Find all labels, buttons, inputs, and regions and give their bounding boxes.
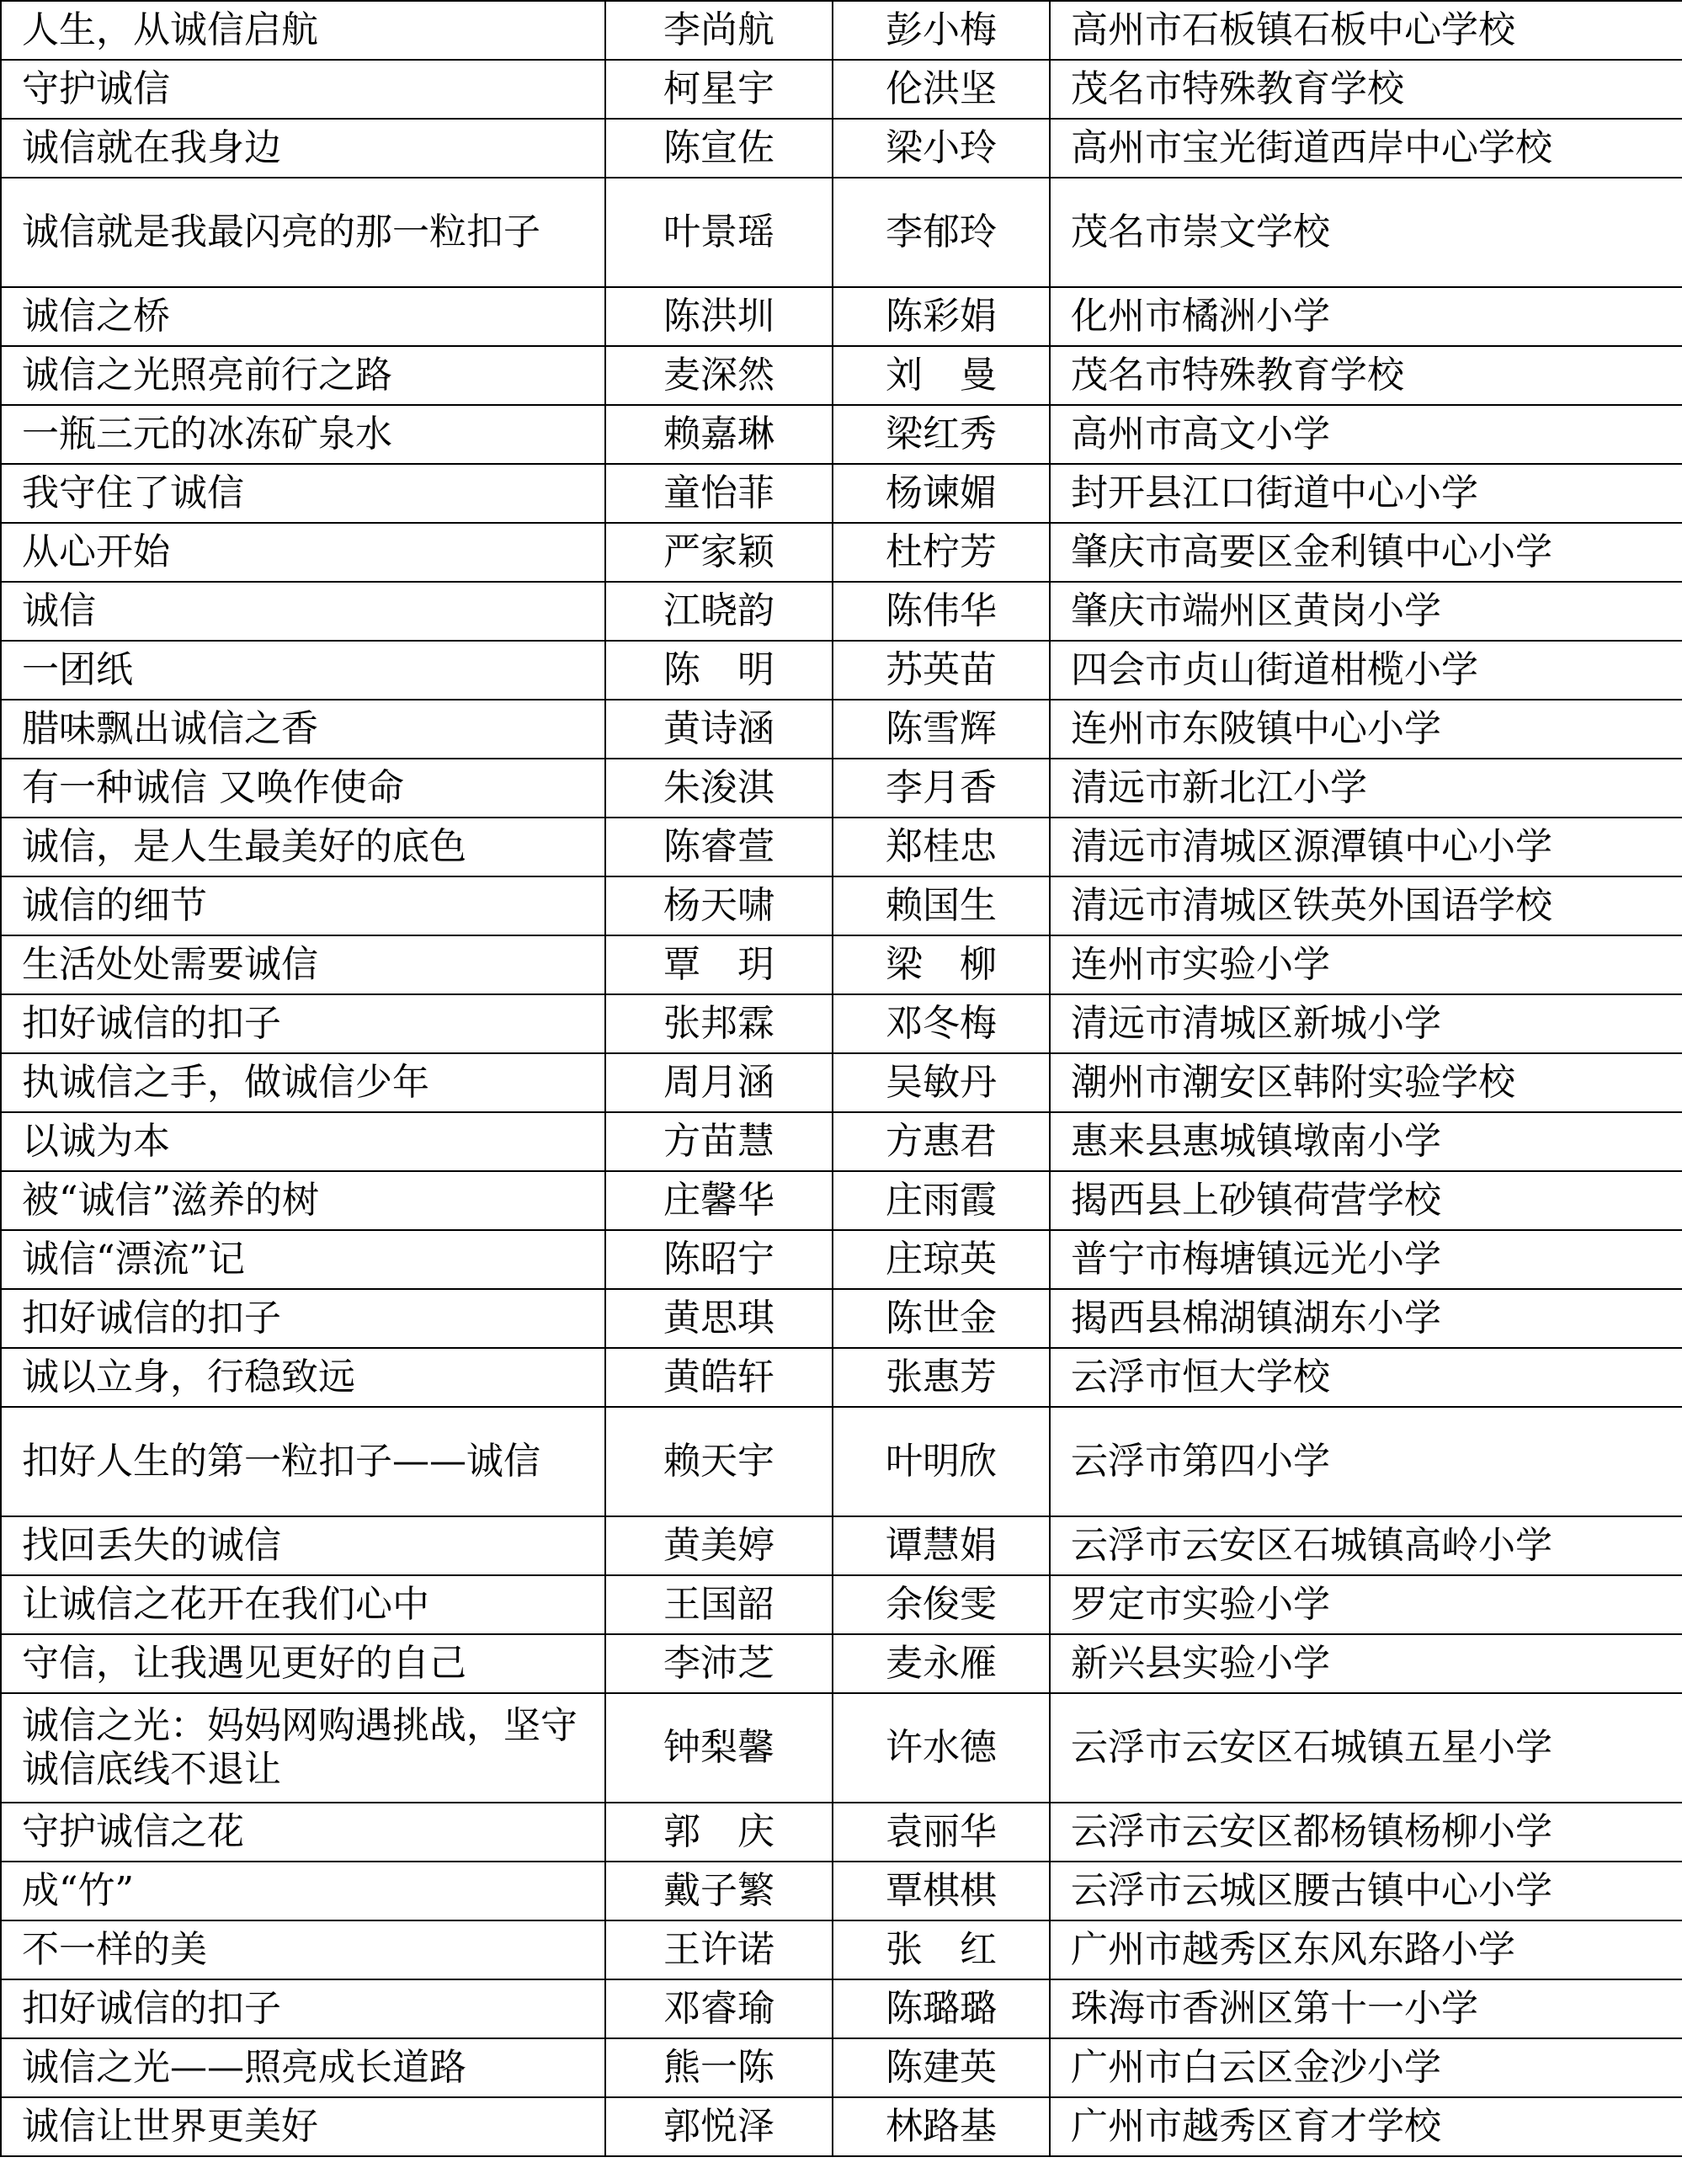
author-cell: 郭悦泽 <box>605 2097 833 2156</box>
teacher-cell: 梁小玲 <box>833 119 1050 178</box>
table-row <box>1 1 1682 60</box>
teacher-cell: 陈伟华 <box>833 582 1050 641</box>
table-row <box>1 935 1682 994</box>
author-cell: 周月涵 <box>605 1053 833 1112</box>
author-cell: 陈昭宁 <box>605 1230 833 1289</box>
teacher-cell: 覃棋棋 <box>833 1862 1050 1920</box>
table-row <box>1 287 1682 346</box>
school-cell: 四会市贞山街道柑榄小学 <box>1050 641 1682 700</box>
essay-title-cell: 诚信之光照亮前行之路 <box>1 346 605 405</box>
teacher-cell: 麦永雁 <box>833 1634 1050 1693</box>
essay-title-cell: 以诚为本 <box>1 1112 605 1171</box>
table-row <box>1 1575 1682 1634</box>
author-cell: 戴子繁 <box>605 1862 833 1920</box>
table-row <box>1 60 1682 119</box>
teacher-cell: 彭小梅 <box>833 1 1050 60</box>
teacher-cell: 庄琼英 <box>833 1230 1050 1289</box>
table-row <box>1 464 1682 523</box>
school-cell: 罗定市实验小学 <box>1050 1575 1682 1634</box>
teacher-cell: 方惠君 <box>833 1112 1050 1171</box>
table-row <box>1 405 1682 464</box>
school-cell: 清远市清城区源潭镇中心小学 <box>1050 818 1682 876</box>
table-row <box>1 1979 1682 2038</box>
school-cell: 茂名市特殊教育学校 <box>1050 346 1682 405</box>
teacher-cell: 刘 曼 <box>833 346 1050 405</box>
teacher-cell: 杜柠芳 <box>833 523 1050 582</box>
author-cell: 陈睿萱 <box>605 818 833 876</box>
essay-title-cell: 诚以立身，行稳致远 <box>1 1348 605 1407</box>
essay-title-cell: 扣好人生的第一粒扣子——诚信 <box>1 1407 605 1516</box>
author-cell: 邓睿瑜 <box>605 1979 833 2038</box>
school-cell: 清远市清城区铁英外国语学校 <box>1050 876 1682 935</box>
essay-title-cell: 从心开始 <box>1 523 605 582</box>
school-cell: 清远市新北江小学 <box>1050 759 1682 818</box>
teacher-cell: 张惠芳 <box>833 1348 1050 1407</box>
essay-title-cell: 诚信就在我身边 <box>1 119 605 178</box>
essay-title-cell: 一团纸 <box>1 641 605 700</box>
essay-title-cell: 守护诚信 <box>1 60 605 119</box>
teacher-cell: 张 红 <box>833 1920 1050 1979</box>
author-cell: 王国韶 <box>605 1575 833 1634</box>
school-cell: 云浮市第四小学 <box>1050 1407 1682 1516</box>
essay-title-cell: 诚信之光——照亮成长道路 <box>1 2038 605 2097</box>
table-row <box>1 1634 1682 1693</box>
table-row <box>1 1693 1682 1803</box>
author-cell: 王许诺 <box>605 1920 833 1979</box>
table-row <box>1 523 1682 582</box>
author-cell: 柯星宇 <box>605 60 833 119</box>
essay-title-cell: 腊味飘出诚信之香 <box>1 700 605 759</box>
table-row <box>1 2038 1682 2097</box>
author-cell: 覃 玥 <box>605 935 833 994</box>
table-row <box>1 700 1682 759</box>
teacher-cell: 梁红秀 <box>833 405 1050 464</box>
teacher-cell: 陈雪辉 <box>833 700 1050 759</box>
teacher-cell: 陈建英 <box>833 2038 1050 2097</box>
school-cell: 新兴县实验小学 <box>1050 1634 1682 1693</box>
school-cell: 揭西县棉湖镇湖东小学 <box>1050 1289 1682 1348</box>
essay-title-cell: 诚信的细节 <box>1 876 605 935</box>
author-cell: 麦深然 <box>605 346 833 405</box>
author-cell: 严家颖 <box>605 523 833 582</box>
author-cell: 朱浚淇 <box>605 759 833 818</box>
school-cell: 云浮市云安区都杨镇杨柳小学 <box>1050 1803 1682 1862</box>
teacher-cell: 叶明欣 <box>833 1407 1050 1516</box>
school-cell: 广州市白云区金沙小学 <box>1050 2038 1682 2097</box>
author-cell: 黄思琪 <box>605 1289 833 1348</box>
teacher-cell: 杨谏媚 <box>833 464 1050 523</box>
essay-title-cell: 诚信之桥 <box>1 287 605 346</box>
school-cell: 高州市石板镇石板中心学校 <box>1050 1 1682 60</box>
teacher-cell: 赖国生 <box>833 876 1050 935</box>
teacher-cell: 吴敏丹 <box>833 1053 1050 1112</box>
author-cell: 熊一陈 <box>605 2038 833 2097</box>
school-cell: 珠海市香洲区第十一小学 <box>1050 1979 1682 2038</box>
author-cell: 钟梨馨 <box>605 1693 833 1803</box>
teacher-cell: 李月香 <box>833 759 1050 818</box>
author-cell: 江晓韵 <box>605 582 833 641</box>
school-cell: 揭西县上砂镇荷营学校 <box>1050 1171 1682 1230</box>
table-row <box>1 994 1682 1053</box>
author-cell: 黄皓轩 <box>605 1348 833 1407</box>
school-cell: 茂名市崇文学校 <box>1050 178 1682 287</box>
author-cell: 杨天啸 <box>605 876 833 935</box>
teacher-cell: 郑桂忠 <box>833 818 1050 876</box>
author-cell: 黄诗涵 <box>605 700 833 759</box>
school-cell: 清远市清城区新城小学 <box>1050 994 1682 1053</box>
essay-title-cell: 不一样的美 <box>1 1920 605 1979</box>
essay-title-cell: 诚信之光：妈妈网购遇挑战，坚守诚信底线不退让 <box>1 1693 605 1803</box>
teacher-cell: 庄雨霞 <box>833 1171 1050 1230</box>
school-cell: 肇庆市高要区金利镇中心小学 <box>1050 523 1682 582</box>
table-row <box>1 641 1682 700</box>
teacher-cell: 袁丽华 <box>833 1803 1050 1862</box>
teacher-cell: 林路基 <box>833 2097 1050 2156</box>
school-cell: 肇庆市端州区黄岗小学 <box>1050 582 1682 641</box>
teacher-cell: 梁 柳 <box>833 935 1050 994</box>
school-cell: 惠来县惠城镇墩南小学 <box>1050 1112 1682 1171</box>
table-row <box>1 759 1682 818</box>
teacher-cell: 余俊雯 <box>833 1575 1050 1634</box>
table-row <box>1 1862 1682 1920</box>
author-cell: 李沛芝 <box>605 1634 833 1693</box>
school-cell: 云浮市云城区腰古镇中心小学 <box>1050 1862 1682 1920</box>
author-cell: 黄美婷 <box>605 1516 833 1575</box>
essay-title-cell: 让诚信之花开在我们心中 <box>1 1575 605 1634</box>
table-row <box>1 1920 1682 1979</box>
teacher-cell: 谭慧娟 <box>833 1516 1050 1575</box>
essay-title-cell: 生活处处需要诚信 <box>1 935 605 994</box>
teacher-cell: 伦洪坚 <box>833 60 1050 119</box>
essay-title-cell: 人生，从诚信启航 <box>1 1 605 60</box>
table-row <box>1 1289 1682 1348</box>
table-row <box>1 1516 1682 1575</box>
author-cell: 陈 明 <box>605 641 833 700</box>
school-cell: 潮州市潮安区韩附实验学校 <box>1050 1053 1682 1112</box>
teacher-cell: 陈世金 <box>833 1289 1050 1348</box>
essay-title-cell: 诚信 <box>1 582 605 641</box>
teacher-cell: 许水德 <box>833 1693 1050 1803</box>
author-cell: 赖天宇 <box>605 1407 833 1516</box>
teacher-cell: 苏英苗 <box>833 641 1050 700</box>
essay-title-cell: 扣好诚信的扣子 <box>1 1289 605 1348</box>
school-cell: 云浮市云安区石城镇五星小学 <box>1050 1693 1682 1803</box>
essay-title-cell: 我守住了诚信 <box>1 464 605 523</box>
school-cell: 广州市越秀区育才学校 <box>1050 2097 1682 2156</box>
table-row <box>1 1230 1682 1289</box>
school-cell: 化州市橘洲小学 <box>1050 287 1682 346</box>
school-cell: 茂名市特殊教育学校 <box>1050 60 1682 119</box>
school-cell: 高州市宝光街道西岸中心学校 <box>1050 119 1682 178</box>
school-cell: 连州市东陂镇中心小学 <box>1050 700 1682 759</box>
table-row <box>1 1112 1682 1171</box>
school-cell: 普宁市梅塘镇远光小学 <box>1050 1230 1682 1289</box>
table-row <box>1 1803 1682 1862</box>
table-row <box>1 1171 1682 1230</box>
essay-title-cell: 诚信就是我最闪亮的那一粒扣子 <box>1 178 605 287</box>
author-cell: 童怡菲 <box>605 464 833 523</box>
table-row <box>1 1407 1682 1516</box>
essay-title-cell: 诚信“漂流”记 <box>1 1230 605 1289</box>
author-cell: 赖嘉琳 <box>605 405 833 464</box>
author-cell: 陈洪圳 <box>605 287 833 346</box>
essay-title-cell: 执诚信之手，做诚信少年 <box>1 1053 605 1112</box>
school-cell: 云浮市云安区石城镇高岭小学 <box>1050 1516 1682 1575</box>
essay-title-cell: 扣好诚信的扣子 <box>1 1979 605 2038</box>
table-row <box>1 582 1682 641</box>
table-row <box>1 119 1682 178</box>
school-cell: 高州市高文小学 <box>1050 405 1682 464</box>
table-row <box>1 1053 1682 1112</box>
essay-title-cell: 找回丢失的诚信 <box>1 1516 605 1575</box>
author-cell: 陈宣佐 <box>605 119 833 178</box>
essay-title-cell: 诚信，是人生最美好的底色 <box>1 818 605 876</box>
essay-title-cell: 有一种诚信 又唤作使命 <box>1 759 605 818</box>
table-row <box>1 2097 1682 2156</box>
table-row <box>1 818 1682 876</box>
essay-title-cell: 成“竹” <box>1 1862 605 1920</box>
school-cell: 云浮市恒大学校 <box>1050 1348 1682 1407</box>
award-table-body <box>1 1 1682 2156</box>
table-row <box>1 178 1682 287</box>
essay-title-cell: 诚信让世界更美好 <box>1 2097 605 2156</box>
teacher-cell: 陈彩娟 <box>833 287 1050 346</box>
essay-title-cell: 扣好诚信的扣子 <box>1 994 605 1053</box>
school-cell: 广州市越秀区东风东路小学 <box>1050 1920 1682 1979</box>
teacher-cell: 陈璐璐 <box>833 1979 1050 2038</box>
teacher-cell: 李郁玲 <box>833 178 1050 287</box>
school-cell: 封开县江口街道中心小学 <box>1050 464 1682 523</box>
teacher-cell: 邓冬梅 <box>833 994 1050 1053</box>
school-cell: 连州市实验小学 <box>1050 935 1682 994</box>
essay-title-cell: 守信，让我遇见更好的自己 <box>1 1634 605 1693</box>
author-cell: 庄馨华 <box>605 1171 833 1230</box>
author-cell: 叶景瑶 <box>605 178 833 287</box>
essay-title-cell: 被“诚信”滋养的树 <box>1 1171 605 1230</box>
author-cell: 李尚航 <box>605 1 833 60</box>
table-row <box>1 876 1682 935</box>
essay-title-cell: 一瓶三元的冰冻矿泉水 <box>1 405 605 464</box>
table-row <box>1 346 1682 405</box>
table-row <box>1 1348 1682 1407</box>
essay-title-cell: 守护诚信之花 <box>1 1803 605 1862</box>
author-cell: 方苗慧 <box>605 1112 833 1171</box>
author-cell: 张邦霖 <box>605 994 833 1053</box>
author-cell: 郭 庆 <box>605 1803 833 1862</box>
